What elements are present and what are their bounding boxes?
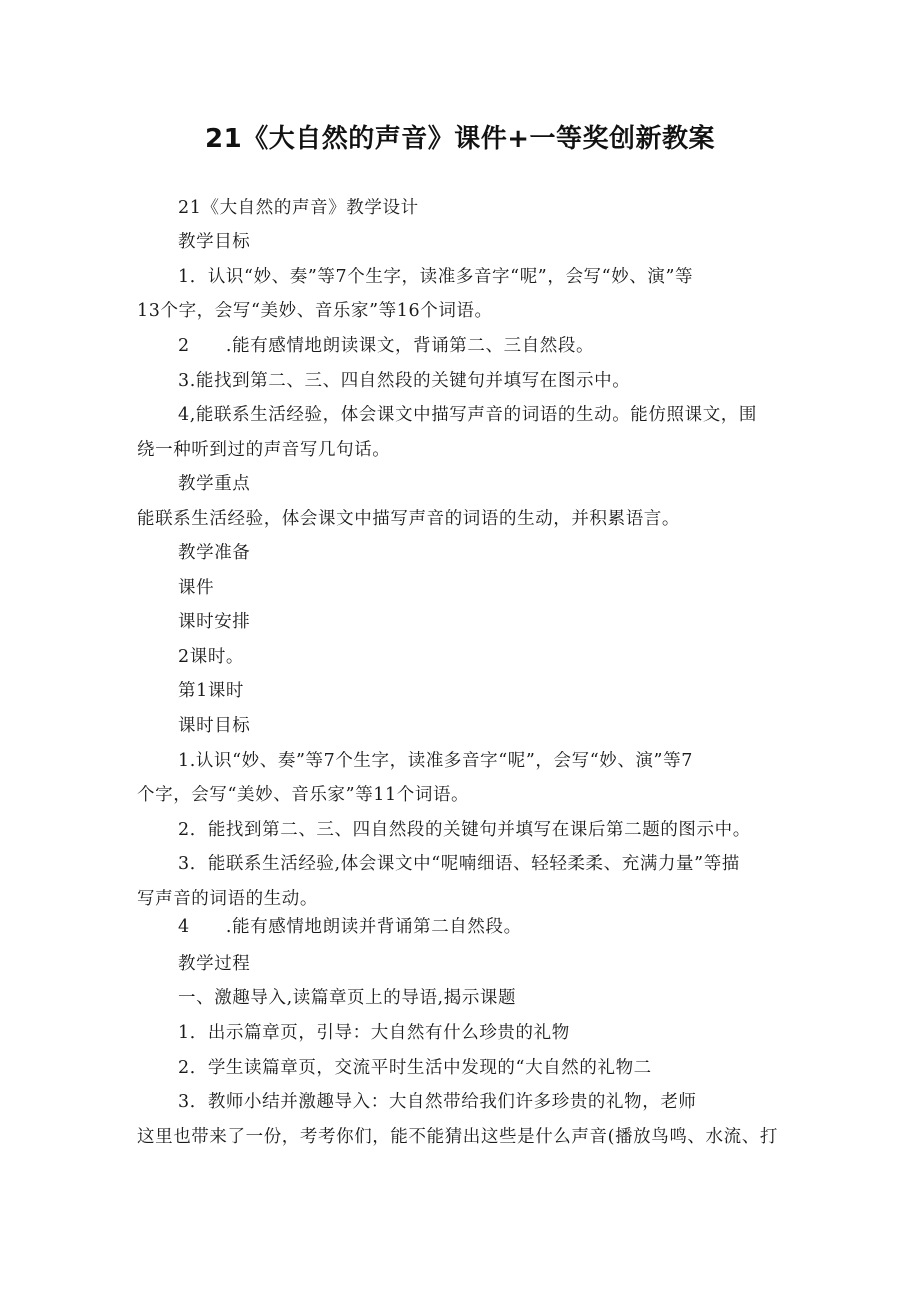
paragraph-line: 3.能找到第二、三、四自然段的关键句并填写在图示中。: [178, 371, 631, 391]
paragraph-line: 4 .能有感情地朗读并背诵第二自然段。: [178, 917, 522, 937]
paragraph-line: 2课时。: [178, 647, 245, 667]
paragraph-line: 1．出示篇章页，引导：大自然有什么珍贵的礼物: [178, 1023, 570, 1043]
paragraph-line: 4,能联系生活经验，体会课文中描写声音的词语的生动。能仿照课文，围: [178, 405, 757, 425]
paragraph-line: 写声音的词语的生动。: [137, 889, 318, 909]
heading-lesson-1: 第1课时: [178, 681, 245, 701]
heading-prep: 教学准备: [178, 543, 251, 563]
paragraph-line: 2．能找到第二、三、四自然段的关键句并填写在课后第二题的图示中。: [178, 820, 751, 840]
paragraph-line: 课件: [178, 578, 215, 598]
heading-lesson-goals: 课时目标: [178, 716, 251, 736]
paragraph-line: 能联系生活经验，体会课文中描写声音的词语的生动，并积累语言。: [137, 509, 680, 529]
heading-goals: 教学目标: [178, 232, 251, 252]
heading-schedule: 课时安排: [178, 612, 251, 632]
paragraph-line: 3．教师小结并激趣导入：大自然带给我们许多珍贵的礼物，老师: [178, 1092, 697, 1112]
paragraph-line: 1.认识“妙、奏”等7个生字，读准多音字“呢”，会写“妙、演”等7: [178, 751, 693, 771]
document-title: 21《大自然的声音》课件+一等奖创新教案: [205, 124, 715, 154]
heading-focus: 教学重点: [178, 474, 251, 494]
paragraph-line: 个字，会写“美妙、音乐家”等11个词语。: [137, 785, 470, 805]
paragraph-line: 1．认识“妙、奏”等7个生字，读准多音字“呢”，会写“妙、演”等: [178, 267, 694, 287]
paragraph-line: 2 .能有感情地朗读课文，背诵第二、三自然段。: [178, 336, 595, 356]
heading-process: 教学过程: [178, 954, 251, 974]
paragraph-line: 3．能联系生活经验,体会课文中“呢喃细语、轻轻柔柔、充满力量”等描: [178, 854, 740, 874]
paragraph-line: 13个字，会写“美妙、音乐家”等16个词语。: [137, 301, 493, 321]
paragraph-line: 一、激趣导入,读篇章页上的导语,揭示课题: [178, 988, 517, 1008]
subtitle: 21《大自然的声音》教学设计: [178, 198, 419, 218]
paragraph-line: 2．学生读篇章页，交流平时生活中发现的“大自然的礼物二: [178, 1058, 652, 1078]
paragraph-line: 这里也带来了一份，考考你们，能不能猜出这些是什么声音(播放鸟鸣、水流、打: [137, 1127, 778, 1147]
paragraph-line: 绕一种听到过的声音写几句话。: [137, 440, 391, 460]
